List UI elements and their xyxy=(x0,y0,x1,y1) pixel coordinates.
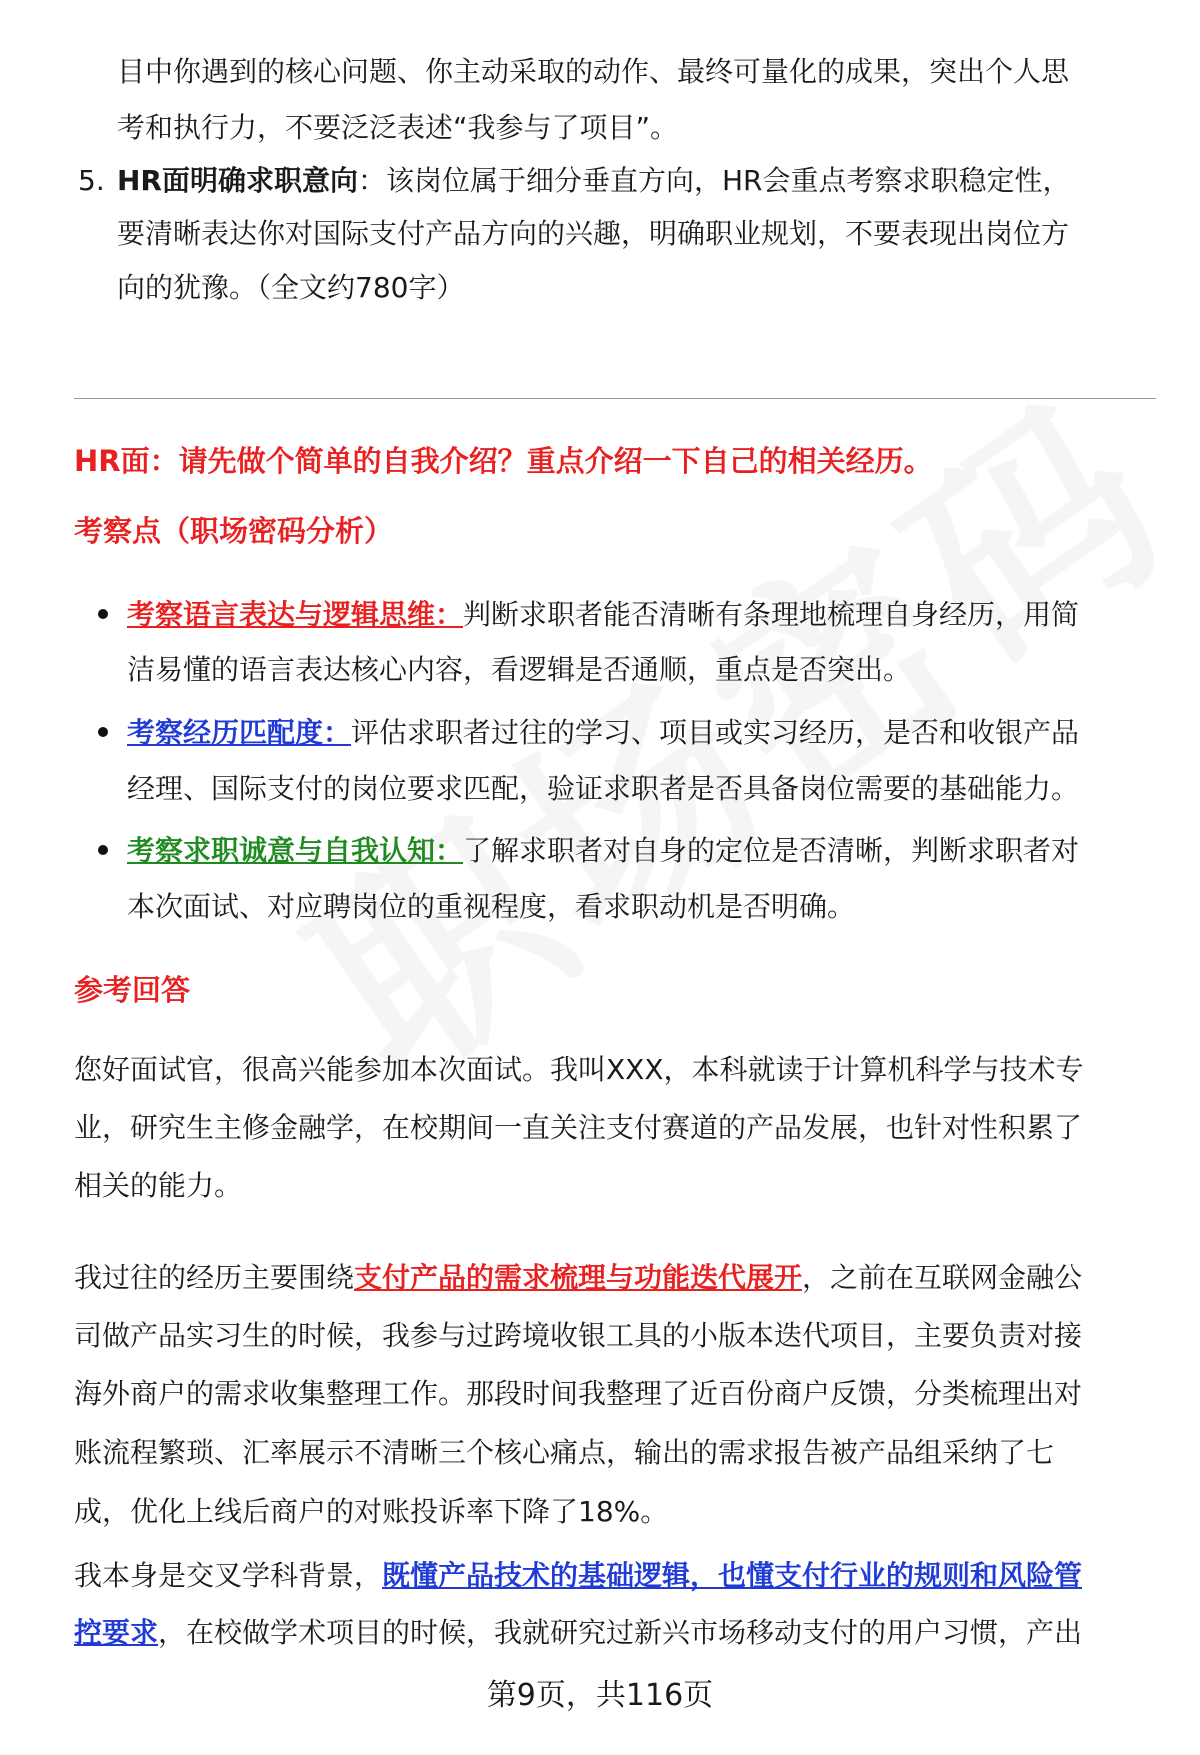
para1-line2: 业，研究生主修金融学，在校期间一直关注支付赛道的产品发展，也针对性积累了 xyxy=(74,1111,1083,1144)
item5-number: 5. xyxy=(78,164,105,197)
para1-line3: 相关的能力。 xyxy=(74,1169,243,1202)
item5-line1-rest: ：该岗位属于细分垂直方向，HR会重点考察求职稳定性， xyxy=(358,164,1071,197)
para2-line3: 海外商户的需求收集整理工作。那段时间我整理了近百份商户反馈，分类梳理出对 xyxy=(74,1377,1083,1410)
point-2-text: 评估求职者过往的学习、项目或实习经历，是否和收银产品 xyxy=(351,716,1080,749)
item4-line1: 目中你遇到的核心问题、你主动采取的动作、最终可量化的成果，突出个人思 xyxy=(117,55,1070,88)
bullet-dot xyxy=(98,609,108,619)
para3-text-b: ，在校做学术项目的时候，我就研究过新兴市场移动支付的用户习惯，产出 xyxy=(158,1616,1083,1649)
para2-text-b: ，之前在互联网金融公 xyxy=(802,1261,1083,1294)
point-3-text: 了解求职者对自身的定位是否清晰，判断求职者对 xyxy=(463,834,1080,867)
para2-line2: 司做产品实习生的时候，我参与过跨境收银工具的小版本迭代项目，主要负责对接 xyxy=(74,1319,1083,1352)
point-2-line2: 经理、国际支付的岗位要求匹配，验证求职者是否具备岗位需要的基础能力。 xyxy=(127,772,1080,805)
point-3-label: 考察求职诚意与自我认知： xyxy=(127,834,464,867)
para1-line1: 您好面试官，很高兴能参加本次面试。我叫XXX，本科就读于计算机科学与技术专 xyxy=(74,1053,1084,1086)
para3-line1 xyxy=(74,1546,1082,1605)
item5-line1 xyxy=(117,151,1071,210)
point-1-text: 判断求职者能否清晰有条理地梳理自身经历，用简 xyxy=(463,598,1080,631)
para2-highlight: 支付产品的需求梳理与功能迭代展开 xyxy=(354,1261,803,1294)
item4-line2: 考和执行力，不要泛泛表述“我参与了项目”。 xyxy=(117,111,679,144)
para3-line2 xyxy=(74,1603,1082,1662)
para2-line1 xyxy=(74,1248,1082,1307)
para3-highlight-2: 控要求 xyxy=(74,1616,159,1649)
point-3-line2: 本次面试、对应聘岗位的重视程度，看求职动机是否明确。 xyxy=(127,890,856,923)
para2-line4: 账流程繁琐、汇率展示不清晰三个核心痛点，输出的需求报告被产品组采纳了七 xyxy=(74,1436,1055,1469)
answer-heading: 参考回答 xyxy=(74,973,191,1007)
bullet-dot xyxy=(98,727,108,737)
point-1-label: 考察语言表达与逻辑思维： xyxy=(127,598,464,631)
para3-text-a: 我本身是交叉学科背景， xyxy=(74,1559,383,1592)
point-2-label: 考察经历匹配度： xyxy=(127,716,352,749)
item5-line2: 要清晰表达你对国际支付产品方向的兴趣，明确职业规划，不要表现出岗位方 xyxy=(117,217,1070,250)
item5-line3: 向的犹豫。（全文约780字） xyxy=(117,271,465,304)
item5-bold-title: HR面明确求职意向 xyxy=(117,164,358,197)
page-number-footer: 第9页，共116页 xyxy=(486,1678,714,1713)
section-divider xyxy=(74,398,1156,399)
para2-text-a: 我过往的经历主要围绕 xyxy=(74,1261,355,1294)
bullet-dot xyxy=(98,845,108,855)
para3-highlight-1: 既懂产品技术的基础逻辑，也懂支付行业的规则和风险管 xyxy=(382,1559,1083,1592)
point-2-line1 xyxy=(127,703,1079,762)
point-1-line2: 洁易懂的语言表达核心内容，看逻辑是否通顺，重点是否突出。 xyxy=(127,653,912,686)
points-heading: 考察点（职场密码分析） xyxy=(74,514,394,548)
point-1-line1 xyxy=(127,585,1079,644)
question-heading: HR面：请先做个简单的自我介绍？重点介绍一下自己的相关经历。 xyxy=(74,444,933,478)
para2-line5: 成，优化上线后商户的对账投诉率下降了18%。 xyxy=(74,1495,669,1528)
point-3-line1 xyxy=(127,821,1079,880)
